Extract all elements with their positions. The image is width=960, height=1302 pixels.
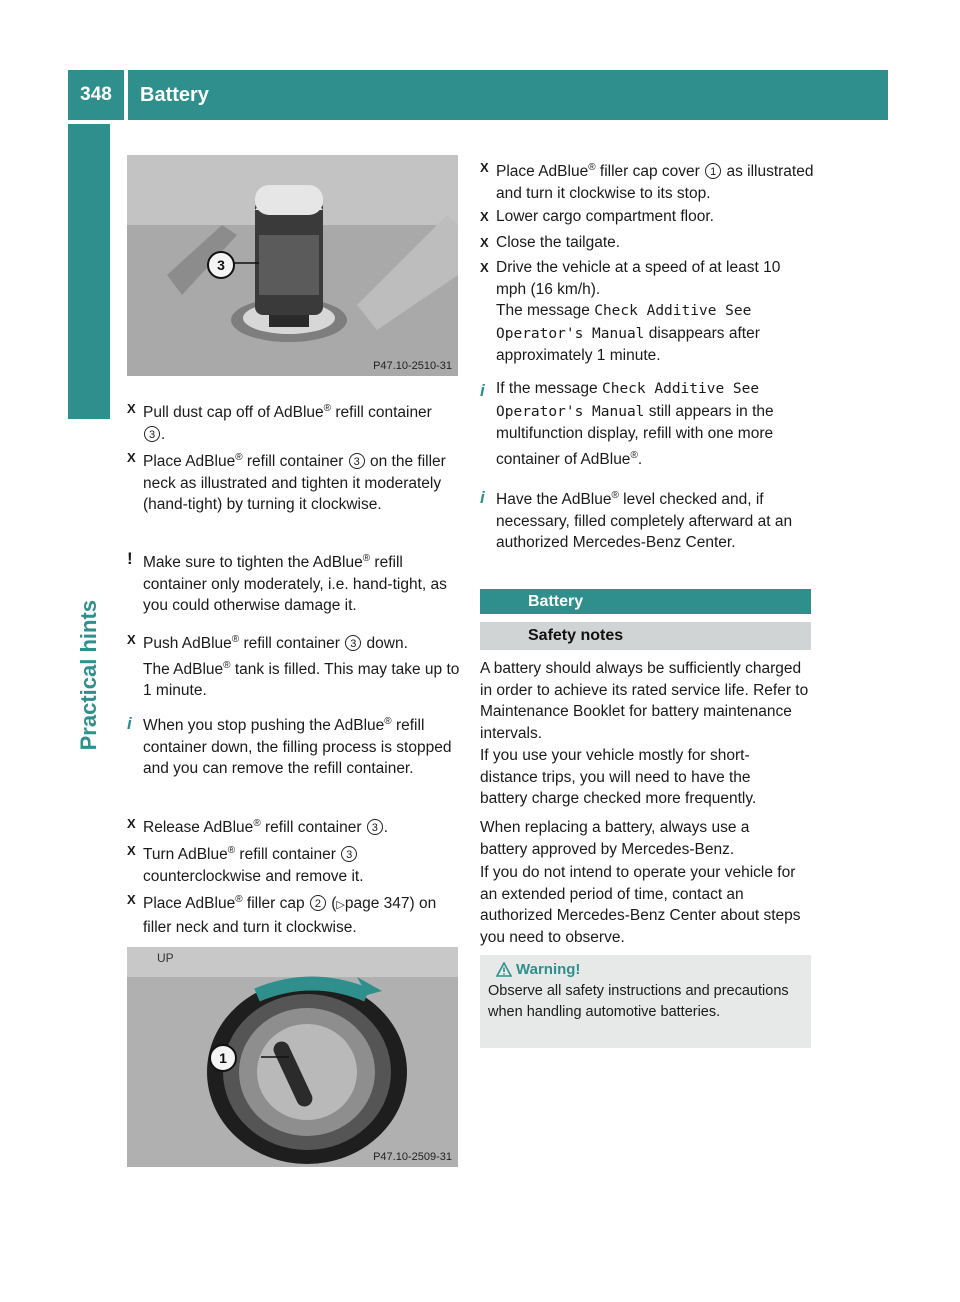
label-up: UP [157,951,174,965]
display-message: Operator's Manual [496,325,645,342]
text: refill container only moderately, i.e. hand-tight, as you could otherwise damage it. [143,554,447,615]
warning-triangle-icon [496,962,512,978]
step-arrow-icon: X [480,260,489,275]
step-arrow-icon: X [480,160,489,175]
page-number: 348 [68,70,124,120]
text: Lower cargo compartment floor. [496,208,714,225]
text: When you stop pushing the AdBlue [143,717,385,735]
text: The AdBlue [143,660,224,678]
info-message-still-appears [480,378,810,470]
text: refill container [239,635,345,653]
section-heading-battery: Battery [480,589,811,614]
text: The message [496,302,595,319]
warning-title: Warning! [516,961,581,978]
text: . [383,819,389,837]
photo-filler-cap-cover-drawing [127,947,458,1167]
callout-3: 3 [207,251,235,279]
step-place-filler-cap [127,889,462,938]
text: Drive the vehicle at a speed of at least 10 mph (16 km/h). [496,259,781,298]
registered: ® [323,403,332,414]
registered: ® [227,845,236,856]
step-push-container [127,629,461,702]
callout-1: 1 [209,1044,237,1072]
callout-ref: 3 [345,635,361,651]
info-stop-pushing [127,711,462,780]
caution-icon: ! [127,549,133,568]
text: Release AdBlue [143,819,254,837]
paragraph-1: A battery should always be sufficiently charged in order to achieve its rated service life. Refer to Maintenance Booklet for battery maintenance intervals. [480,660,809,742]
registered: ® [223,659,231,671]
text: Place AdBlue [143,895,236,913]
registered: ® [611,490,619,501]
side-tab [69,600,109,751]
text: refill container [235,846,341,864]
registered: ® [362,553,371,564]
step-arrow-icon: X [127,816,136,831]
page-ref-arrow-icon: ▷ [336,899,345,912]
text: Place AdBlue [143,453,236,471]
text: filler cap [242,895,309,913]
text: refill container down, the filling process is stopped and you can remove the refill container. [143,717,452,778]
text: Turn AdBlue [143,846,228,864]
text: down. [362,635,408,653]
text: filler cap cover [595,163,705,181]
text: . [637,450,643,468]
callout-ref: 3 [367,819,383,835]
step-arrow-icon: X [127,843,136,858]
registered: ® [384,716,392,727]
display-message: Check Additive See [594,303,752,319]
page-title: Battery [128,70,888,120]
step-arrow-icon: X [480,235,489,250]
text: ) on filler neck and turn it clockwise. [143,895,437,936]
callout-ref: 3 [341,846,357,862]
text: Make sure to tighten the AdBlue [143,554,363,572]
text: Pull dust cap off of AdBlue [143,404,324,422]
page-reference-link[interactable]: page 347 [344,895,410,913]
text: counterclockwise and remove it. [143,867,364,885]
paragraph-4: If you do not intend to operate your vehicle for an extended period of time, contact an authorized Mercedes-Benz Center about steps you need to observe. [480,864,801,946]
info-level-check [480,485,810,554]
text: ( [326,895,337,913]
text: Place AdBlue [496,163,589,181]
registered: ® [630,449,638,461]
step-arrow-icon: X [480,209,489,224]
warning-box [480,955,811,1048]
step-place-cap-cover [480,157,815,204]
step-turn-container [127,840,457,887]
registered: ® [253,818,261,829]
info-icon: i [480,488,485,507]
registered: ® [235,452,243,463]
text: Push AdBlue [143,635,232,653]
subsection-heading-safety-notes: Safety notes [480,622,811,650]
photo-code: P47.10-2509-31 [373,1151,452,1163]
step-close-tailgate [480,232,815,254]
info-icon: i [127,714,132,733]
warning-body: Observe all safety instructions and precautions when handling automotive batteries. [488,983,789,1020]
side-tab-bar [68,124,110,419]
paragraph-2: If you use your vehicle mostly for short-distance trips, you will need to have the battery charge checked more frequently. [480,747,757,807]
step-arrow-icon: X [127,632,136,647]
step-lower-floor [480,206,815,228]
step-pull-dust-cap [127,398,462,445]
text: level checked and, if necessary, filled completely afterward at an authorized Mercedes-Benz Center. [496,491,793,552]
callout-ref: 3 [349,453,365,469]
display-message: Check Additive See [601,381,760,397]
step-arrow-icon: X [127,401,136,416]
photo-code: P47.10-2510-31 [373,360,452,372]
text: refill container [331,404,432,422]
callout-ref: 2 [310,895,326,911]
callout-ref: 1 [705,163,721,179]
text: refill container [260,819,366,837]
text: . [161,425,166,443]
text: tank is filled. This may take up to 1 minute. [143,660,460,700]
text: Have the AdBlue [496,491,612,509]
step-release-container [127,813,457,839]
text: If the message [496,380,602,397]
step-drive-vehicle [480,257,790,367]
registered: ® [235,894,243,905]
text: on the filler neck as illustrated and tighten it moderately (hand-tight) by turning it clockwise. [143,453,446,514]
info-icon: i [480,381,485,400]
caution-note [127,548,459,617]
text: refill container [242,453,348,471]
photo-adblue-container [127,155,458,376]
step-arrow-icon: X [127,450,136,465]
registered: ® [231,634,240,645]
registered: ® [588,162,596,173]
callout-ref: 3 [144,426,160,442]
side-tab-label: Practical hints [76,600,101,751]
display-message: Operator's Manual [496,403,645,420]
text: as illustrated and turn it clockwise to its stop. [496,163,814,202]
photo-filler-cap-cover [127,947,458,1167]
text: Close the tailgate. [496,234,621,251]
text: still appears in the multifunction display, refill with one more container of AdBlue [496,402,774,468]
photo-adblue-container-drawing [127,155,458,376]
paragraph-3: When replacing a battery, always use a battery approved by Mercedes-Benz. [480,819,750,858]
step-place-container [127,447,452,516]
step-arrow-icon: X [127,892,136,907]
text: disappears after approximately 1 minute. [496,324,760,364]
